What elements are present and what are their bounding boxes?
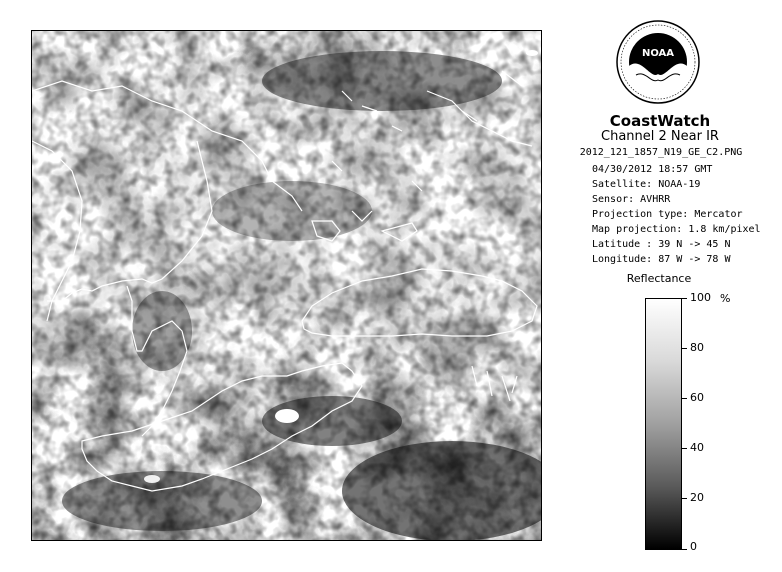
info-sensor: Sensor: AVHRR (592, 194, 671, 205)
channel-subtitle: Channel 2 Near IR (601, 129, 719, 144)
colorbar-tick (682, 348, 687, 349)
app-title: CoastWatch (609, 112, 711, 130)
colorbar-tick (682, 498, 687, 499)
logo-text: NOAA (641, 48, 675, 59)
colorbar-tick (682, 448, 687, 449)
colorbar-tick-label: 100 (690, 291, 711, 304)
colorbar-tick-label: 60 (690, 391, 704, 404)
colorbar-tick-label: 20 (690, 491, 704, 504)
colorbar-unit: % (720, 292, 731, 305)
colorbar-tick-label: 80 (690, 341, 704, 354)
info-longitude: Longitude: 87 W -> 78 W (592, 254, 731, 265)
info-satellite: Satellite: NOAA-19 (592, 179, 701, 190)
info-datetime: 04/30/2012 18:57 GMT (592, 164, 713, 175)
colorbar-tick-label: 40 (690, 441, 704, 454)
info-map-projection: Map projection: 1.8 km/pixel (592, 224, 761, 235)
colorbar-tick (682, 298, 687, 299)
colorbar-tick-label: 0 (690, 540, 697, 553)
satellite-image-render (32, 31, 541, 540)
satellite-image (31, 30, 542, 541)
info-projection-type: Projection type: Mercator (592, 209, 743, 220)
colorbar-title: Reflectance (626, 272, 692, 285)
reflectance-colorbar (645, 298, 682, 550)
colorbar-tick (682, 549, 687, 550)
file-name: 2012_121_1857_N19_GE_C2.PNG (579, 147, 743, 158)
colorbar-tick (682, 398, 687, 399)
info-latitude: Latitude : 39 N -> 45 N (592, 239, 731, 250)
noaa-logo (616, 20, 700, 104)
